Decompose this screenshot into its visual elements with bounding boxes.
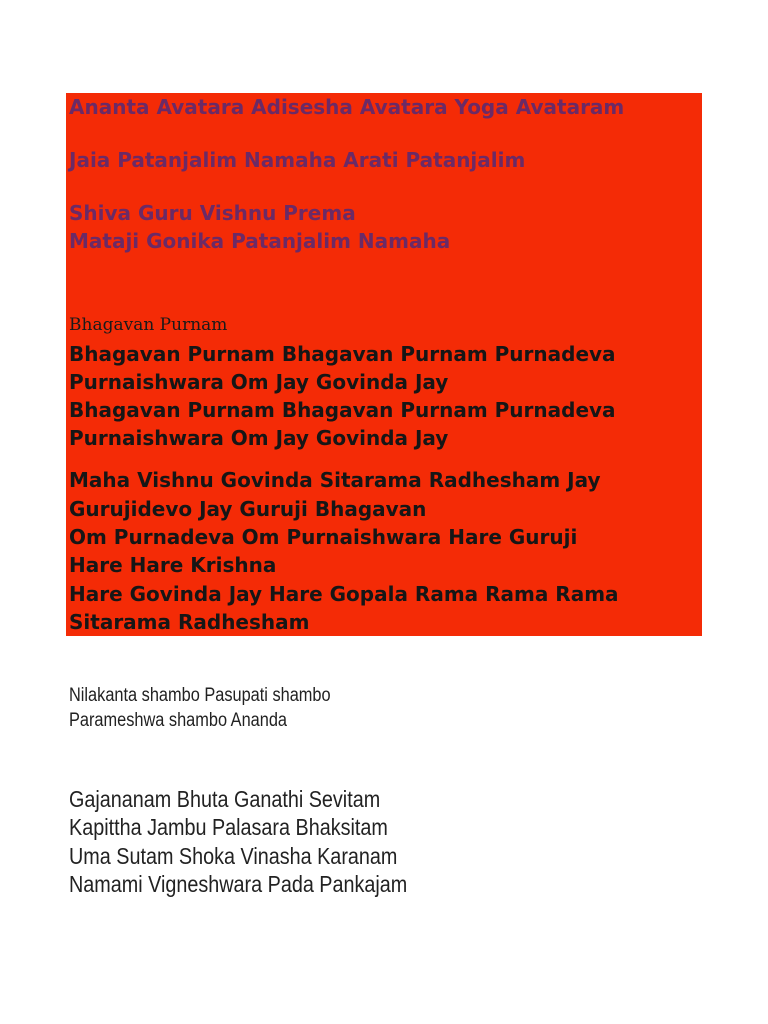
- gajananam-line: Gajananam Bhuta Ganathi Sevitam: [69, 786, 381, 812]
- verse-line: Shiva Guru Vishnu Prema: [69, 201, 356, 225]
- section-subtitle: Bhagavan Purnam: [69, 315, 228, 335]
- gajananam-line: Namami Vigneshwara Pada Pankajam: [69, 871, 408, 897]
- chant-line: Bhagavan Purnam Bhagavan Purnam Purnadeva: [69, 342, 616, 366]
- chant-line: Maha Vishnu Govinda Sitarama Radhesham Jay: [69, 468, 601, 492]
- verse-line: Mataji Gonika Patanjalim Namaha: [69, 229, 451, 253]
- nilakanta-line: Parameshwa shambo Ananda: [69, 710, 288, 731]
- chant-line: Om Purnadeva Om Purnaishwara Hare Guruji: [69, 525, 578, 549]
- nilakanta-line: Nilakanta shambo Pasupati shambo: [69, 685, 331, 706]
- chant-line: Sitarama Radhesham: [69, 610, 310, 634]
- gajananam-line: Kapittha Jambu Palasara Bhaksitam: [69, 814, 388, 840]
- chant-line: Gurujidevo Jay Guruji Bhagavan: [69, 497, 427, 521]
- chant-line: Purnaishwara Om Jay Govinda Jay: [69, 426, 449, 450]
- chant-line: Purnaishwara Om Jay Govinda Jay: [69, 370, 449, 394]
- verse-line: Ananta Avatara Adisesha Avatara Yoga Avataram: [69, 95, 625, 119]
- chant-line: Hare Govinda Jay Hare Gopala Rama Rama Rama: [69, 582, 619, 606]
- chant-line: Hare Hare Krishna: [69, 553, 277, 577]
- verse-line: Jaia Patanjalim Namaha Arati Patanjalim: [69, 148, 526, 172]
- gajananam-line: Uma Sutam Shoka Vinasha Karanam: [69, 843, 398, 869]
- chant-line: Bhagavan Purnam Bhagavan Purnam Purnadeva: [69, 398, 616, 422]
